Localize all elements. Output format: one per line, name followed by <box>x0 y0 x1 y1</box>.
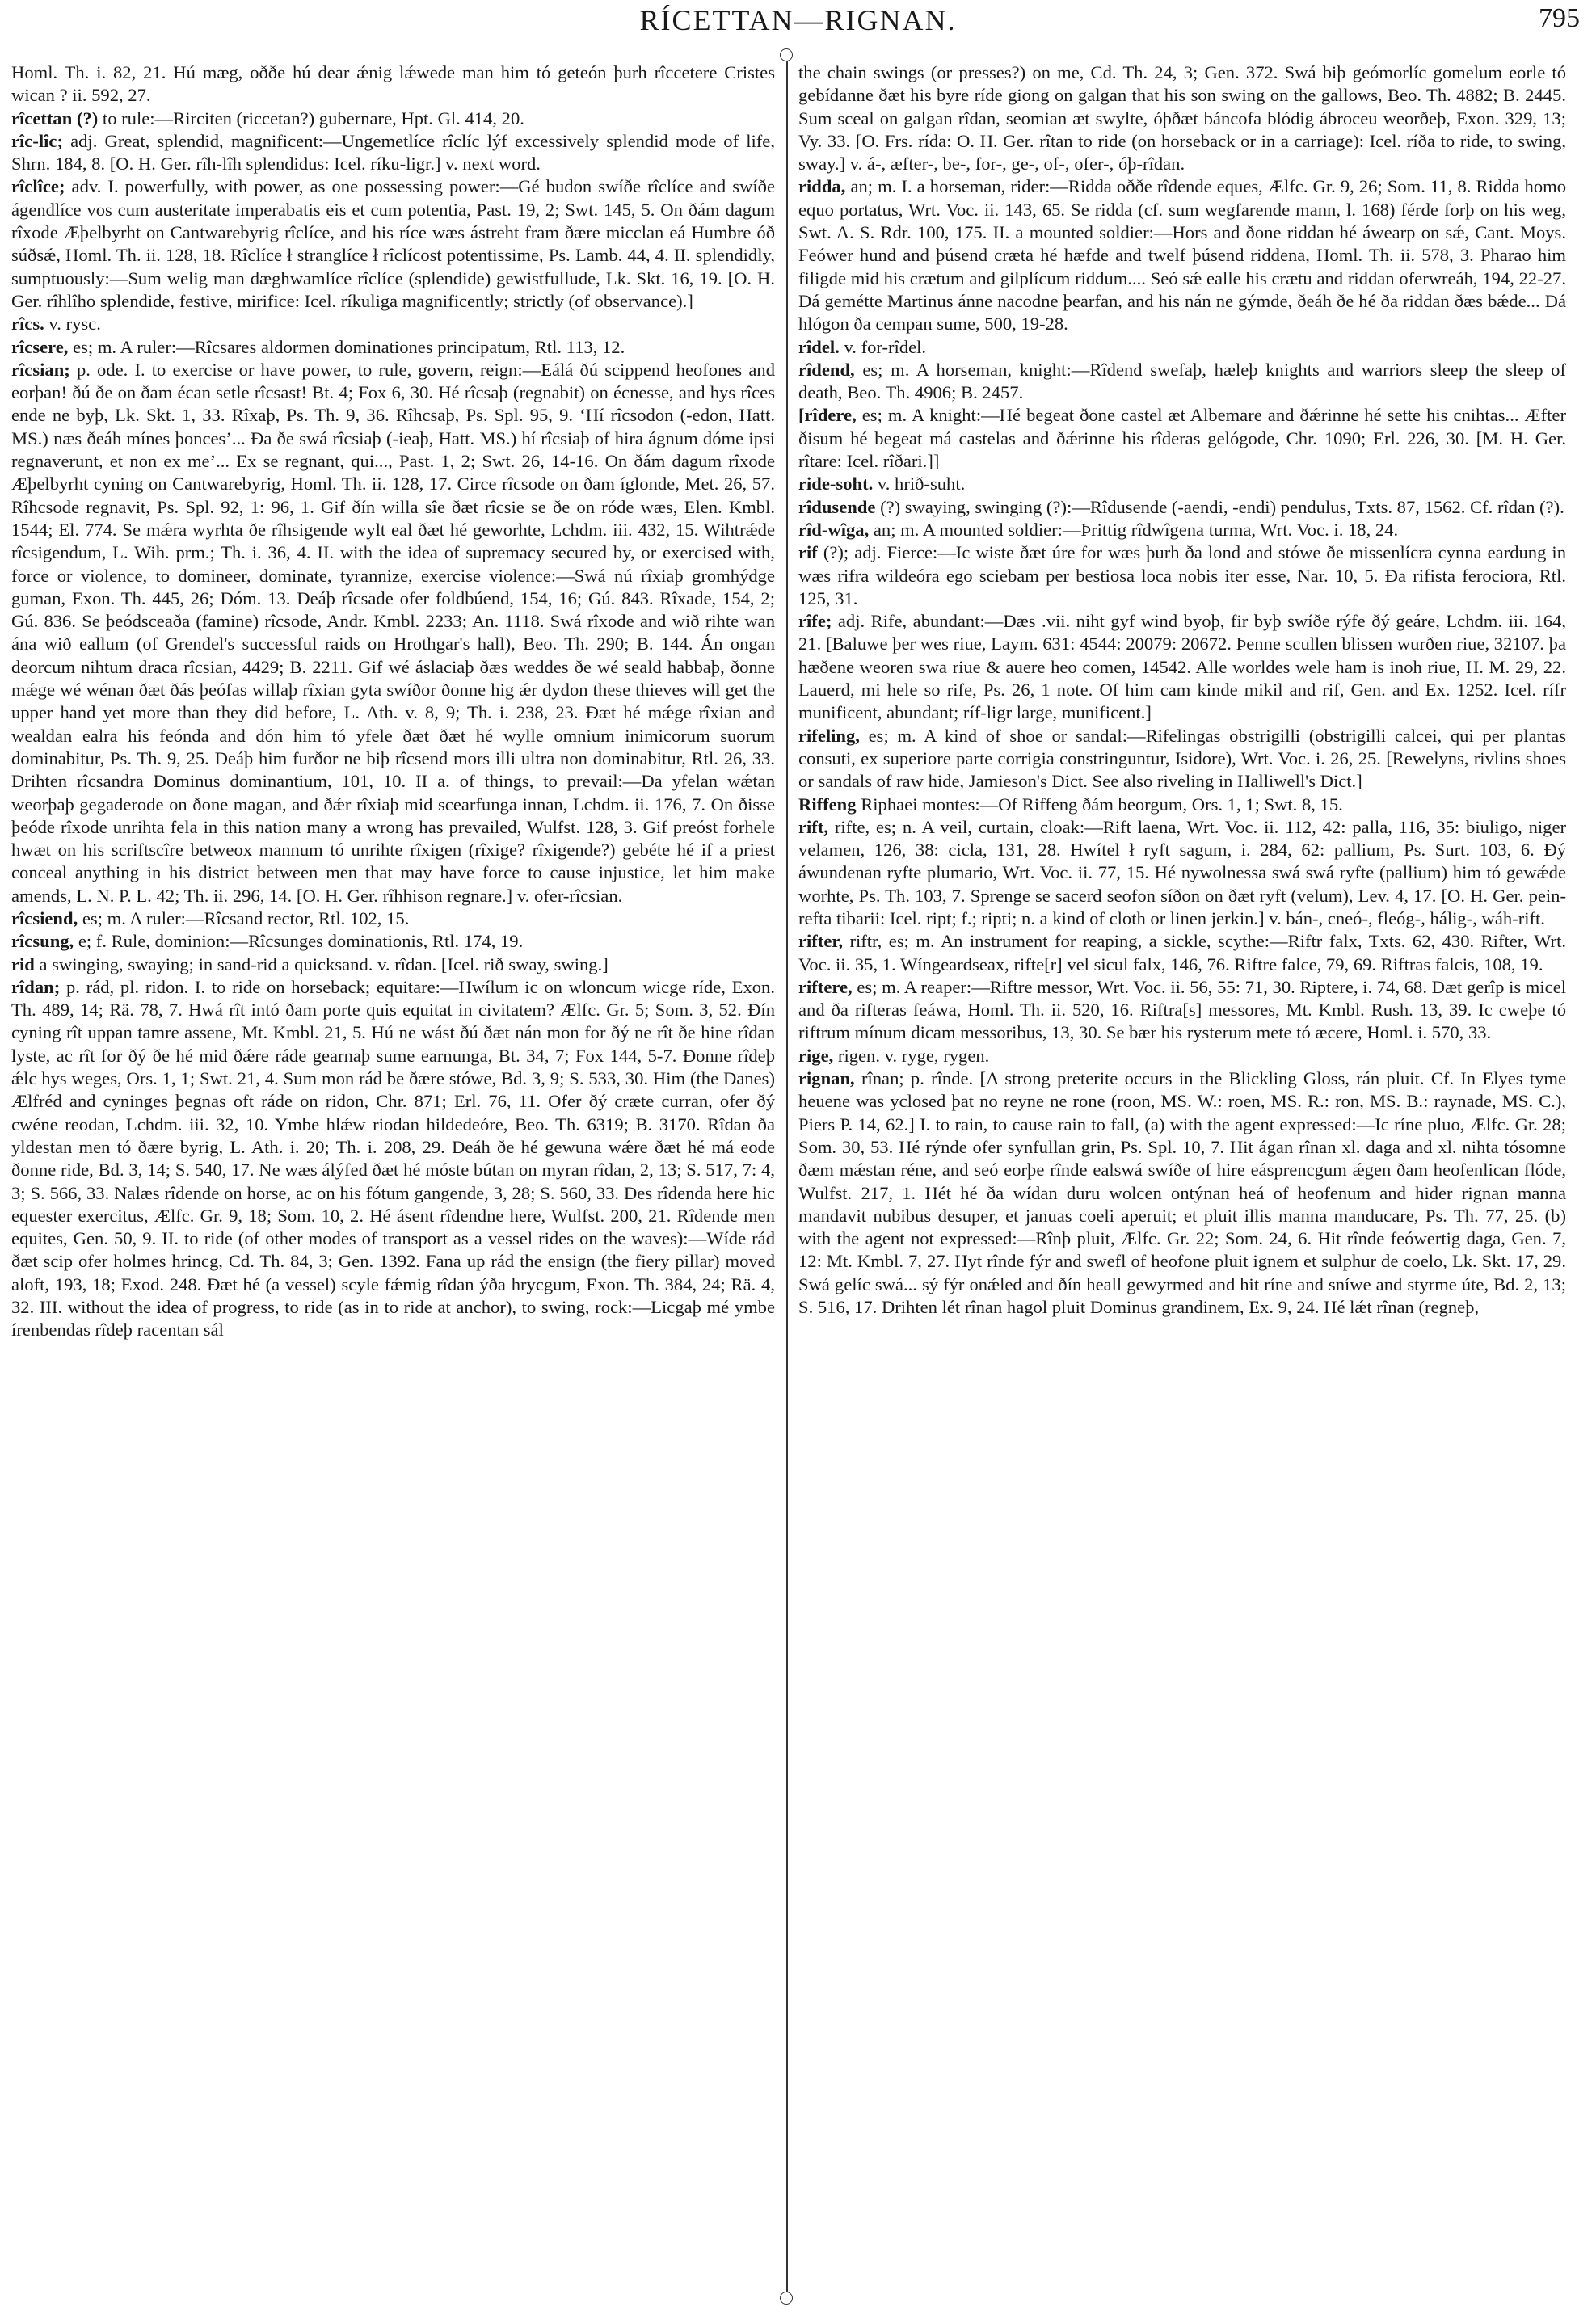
dictionary-entry <box>11 976 775 1342</box>
entry-definition: (?); adj. Fierce:—Ic wiste ðæt úre for wæs þurh ða lond and stówe ðe missenlícra cynna eardung in wæs rifra wildeóra ego sciebam per bestiosa loca nobis iter esse, Nar. 10, 5. Ða rifista ferociora, Rtl. 125, 31. <box>798 542 1566 608</box>
dictionary-entry <box>798 816 1566 930</box>
dictionary-entry <box>11 359 775 907</box>
headword: rîcettan (?) <box>11 107 99 128</box>
entry-definition: riftr, es; m. An instrument for reaping, a sickle, scythe:—Riftr falx, Txts. 62, 430. Rifter, Wrt. Voc. ii. 35, 1. Wíngeardseax, rifte[r] vel sicul falx, 146, 76. Riftre falce, 79, 69. Riftras falcis, 108, 19. <box>798 931 1566 974</box>
entry-definition: an; m. A mounted soldier:—Þrittig rîdwîgena turma, Wrt. Voc. i. 18, 24. <box>869 519 1399 540</box>
dictionary-entry <box>11 313 775 335</box>
entry-definition: Homl. Th. i. 82, 21. Hú mæg, oððe hú dear ǽnig lǽwede man him tó geteón þurh rîccetere Cristes wican ? ii. 592, 27. <box>11 62 775 106</box>
entry-definition: v. for-rîdel. <box>839 336 927 357</box>
headword: rif <box>798 542 818 563</box>
headword: rîdend, <box>798 359 855 380</box>
dictionary-entry <box>798 404 1566 473</box>
dictionary-entry <box>11 175 775 313</box>
dictionary-entry <box>798 541 1566 610</box>
entry-definition: es; m. A ruler:—Rîcsares aldormen dominationes principatum, Rtl. 113, 12. <box>68 336 625 357</box>
left-column <box>11 61 775 2304</box>
dictionary-entry <box>798 1067 1566 1319</box>
dictionary-entry <box>798 336 1566 359</box>
page-header <box>0 0 1596 40</box>
headword: rignan, <box>798 1068 855 1089</box>
dictionary-entry <box>798 793 1566 816</box>
headword: rîcsian; <box>11 359 70 380</box>
entry-definition: adj. Great, splendid, magnificent:—Ungemetlíce rîclíc lýf excessively splendid mode of life, Shrn. 184, 8. [O. H. Ger. rîh-lîh splendidus: Icel. ríku-ligr.] v. next word. <box>11 130 775 175</box>
page-number: 795 <box>1539 3 1580 33</box>
dictionary-entry <box>11 107 775 130</box>
entry-definition: es; m. A knight:—Hé begeat ðone castel æt Albemare and ðǽrinne hé sette his cnihtas... Æfter ðisum hé begeat má castelas and ðǽrinne his rîderas gelógode, Chr. 1090; Erl. 226, 30. [M. H. Ger. rîtare: Icel. rîðari.]] <box>798 405 1566 472</box>
headword: rîcs. <box>11 314 44 335</box>
entry-definition: (?) swaying, swinging (?):—Rîdusende (-aendi, -endi) pendulus, Txts. 87, 1562. Cf. rîdan (?). <box>875 496 1564 517</box>
entry-definition: adj. Rife, abundant:—Ðæs .vii. niht gyf wind byoþ, fir byþ swíðe rýfe ðý geáre, Lchdm. iii. 164, 21. [Baluwe þer wes riue, Laym. 631: 4544: 20079: 20672. Þenne scullen blissen wurðen riue, 32107. þa hæðene weoren swa riue & auere heo comen, 14542. Alle worldes wele ham is inoh riue, H. M. 29, 22. Lauerd, mi hele so rife, Ps. 26, 1 note. Of him cam kinde mikil and rif, Gen. and Ex. 1252. Icel. rífr munificent, abundant; ríf-ligr large, munificent.] <box>798 611 1566 723</box>
headword: rîdel. <box>798 336 840 357</box>
headword: rift, <box>798 816 829 837</box>
entry-definition: the chain swings (or presses?) on me, Cd. Th. 24, 3; Gen. 372. Swá biþ geómorlíc gomelum eorle tó gebídanne ðæt his byre ríde giong on galgan that his son swing on the gallows, Beo. Th. 4882; B. 2445. Sum sceal on galgan rîdan, seomian æt swylte, óþðæt báncofa blódig ábroceu weorðeþ, Exon. 329, 13; Vy. 33. [O. Frs. rída: O. H. Ger. rîtan to ride (on horseback or in a carriage): Icel. ríða to ride, to swing, sway.] v. á-, æfter-, be-, for-, ge-, of-, ofer-, óþ-rîdan. <box>798 62 1566 175</box>
headword: rige, <box>798 1045 834 1066</box>
column-divider <box>786 57 788 2303</box>
entry-definition: es; m. A horseman, knight:—Rîdend swefaþ, hæleþ knights and warriors sleep the sleep of death, Beo. Th. 4906; B. 2457. <box>798 359 1566 403</box>
entry-definition: es; m. A ruler:—Rîcsand rector, Rtl. 102, 15. <box>78 907 410 928</box>
dictionary-entry <box>11 130 775 176</box>
dictionary-entry <box>798 473 1566 495</box>
headword: ride-soht. <box>798 474 874 495</box>
entry-definition: adv. I. powerfully, with power, as one possessing power:—Gé budon swíðe rîclíce and swíðe ágendlíce vos cum austeritate imperabatis eis et cum potentia, Past. 19, 2; Swt. 145, 5. On ðám dagum rîxode Æþelbyrht on Cantwarebyrig rîclíce, and his ríce wæs ástreht fram ðære micclan eá Humbre óð súðsǽ, Homl. Th. ii. 128, 18. Rîclíce ł stranglíce ł rîclícost potentissime, Ps. Lamb. 44, 4. II. splendidly, sumptuously:—Sum welig man dæghwamlíce rîclíce (splendide) gewistfullude, Lk. Skt. 16, 19. [O. H. Ger. rîhlîho splendide, festive, mirifice: Icel. ríkuliga magnificently; strictly (of observance).] <box>11 176 775 311</box>
dictionary-entry <box>798 976 1566 1045</box>
entry-definition: e; f. Rule, dominion:—Rîcsunges dominationis, Rtl. 174, 19. <box>74 931 524 952</box>
dictionary-entry <box>798 61 1566 175</box>
dictionary-entry <box>11 336 775 359</box>
dictionary-entry <box>11 907 775 930</box>
headword: rîdusende <box>798 496 876 517</box>
divider-ornament-bottom <box>780 2292 793 2305</box>
headword: rîcsung, <box>11 931 74 952</box>
entry-definition: p. ode. I. to exercise or have power, to rule, govern, reign:—Eálá ðú scippend heofones and eorþan! ðú ðe on ðam écan setle rîcsast! Bt. 4; Fox 6, 30. Hé rîcsaþ (regnabit) on écnesse, and hys rîces ende ne byþ, Lk. Skt. 1, 33. Rîxaþ, Ps. Th. 9, 36. Rîhcsaþ, Ps. Spl. 95, 9. ‘Hí rîcsodon (-edon, Hatt. MS.) næs ðeáh mínes þonces’... Ða ðe swá rîcsiaþ (-ieaþ, Hatt. MS.) hí rîcsiaþ of hira ágnum dóme ipsi regnaverunt, et non ex me’... Ex se regnant, qui..., Past. 1, 2; Swt. 26, 14-16. On ðám dagum rîxode Æþelbyrht cyning on Cantwarebyrig, Homl. Th. ii. 128, 17. Circe rîcsode on ðam íglonde, Met. 26, 57. Rîhcsode regnavit, Ps. Spl. 92, 1: 96, 1. Gif ðín willa sîe ðæt rîcsie se ðe on róde wæs, Elen. Kmbl. 1544; El. 774. Se mǽra wyrhta ðe rîhsigende wylt eal ðæt hé geworhte, Lchdm. iii. 432, 15. Wihtrǽde rîcsigendum, L. Wih. prm.; Th. i. 36, 4. II. with the idea of supremacy secured by, or exercised with, force or violence, to domineer, dominate, tyrannize, exercise violence:—Swá nú rîxiaþ gromhýdge guman, Exon. Th. 445, 26; Dóm. 13. Deáþ rîcsade ofer foldbúend, 154, 16; Gú. 843. Rîxade, 154, 2; Gú. 836. Se þeódsceaða (famine) rîcsode, Andr. Kmbl. 2233; An. 1118. Swá rîxode and wið rihte wan ána wið eallum (of Grendel's successful raids on Hrothgar's hall), Beo. Th. 290; B. 144. Án ongan deorcum nihtum draca rîcsian, 4429; B. 2211. Gif wé áslaciaþ ðæs weddes ðe wé seald habbaþ, ðonne mǽge wé wénan ðæt ðás þeófas willaþ rîxian gyta swíðor ðonne hig ǽr dydon these thieves will get the upper hand yet more than they did before, L. Ath. v. 8, 9; Th. i. 238, 23. Ðæt hé mǽge rîxian and wealdan ealra his feónda and dón him tó yfele ðæt ðæt hé wylle omnium inimicorum suorum dominabitur, Ps. Th. 9, 25. Deáþ him furðor ne biþ rîcsend mors illi ultra non dominabitur, Rtl. 26, 33. Drihten rîcsandra Dominus dominantium, 101, 10. II a. of things, to prevail:—Ða yfelan wǽtan weorþaþ gegaderode on ðone magan, and ðǽr rîxiaþ mid scearfunga innan, Lchdm. ii. 176, 7. On ðisse þeóde rîxode unrihta fela in this nation many a wrong has prevailed, Wulfst. 128, 3. Gif preóst forhele hwæt on his scriftscîre betweox mannum tó unrihte rîxigen (rîxige? rîxigende?) gebéte hé if a priest conceal anything in his district between men that may have force to cause injustice, let him make amends, L. N. P. L. 42; Th. ii. 296, 14. [O. H. Ger. rîhhison regnare.] v. ofer-rîcsian. <box>11 359 775 906</box>
entry-definition: es; m. A kind of shoe or sandal:—Rifelingas obstrigilli (obstrigilli calcei, qui per plantas consuti, ex superiore parte corrigia constringuntur, Isidore), Wrt. Voc. i. 26, 25. [Rewelyns, rivlins shoes or sandals of raw hide, Jamieson's Dict. See also riveling in Halliwell's Dict.] <box>798 725 1566 792</box>
headword: Riffeng <box>798 793 857 815</box>
dictionary-entry <box>798 610 1566 724</box>
entry-definition: rînan; p. rînde. [A strong preterite occurs in the Blickling Gloss, rán pluit. Cf. In Elyes tyme heuene was yclosed þat no reyne ne rone (roon, MS. W.: roen, MS. R.: ron, MS. B.: raynade, MS. C.), Piers P. 14, 62.] I. to rain, to cause rain to fall, (a) with the agent expressed:—Ic ríne pluo, Ælfc. Gr. 28; Som. 30, 53. Hé rýnde ofer synfullan grin, Ps. Spl. 10, 7. Hit ágan rînan xl. daga and xl. nihta tósomne ðæm mǽstan réne, and seó eorþe rînde ealswá swíðe of hire eásprencgum ǽgen ðam heofenlican flóde, Wulfst. 217, 1. Hét hé ða wídan duru wolcen ontýnan heá of heofenum and hider rignan manna mandavit nubibus desuper, et januas coeli aperuit; et pluit illis manna manducare, Ps. Th. 77, 25. (b) with the agent not expressed:—Rînþ pluit, Ælfc. Gr. 22; Som. 24, 6. Hit rînde feówertig daga, Gen. 7, 12: Mt. Kmbl. 7, 27. Hyt rînde fýr and swefl of heofone pluit ignem et sulphur de coelo, Lk. Skt. 17, 29. Swá gelíc swá... sý fýr onǽled and ðín heall gewyrmed and hit ríne and sníwe and styrme úte, Bd. 2, 13; S. 516, 17. Drihten lét rînan hagol pluit Dominus grandinem, Ex. 9, 24. Hé lǽt rînan (regneþ, <box>798 1068 1566 1318</box>
entry-definition: es; m. A reaper:—Riftre messor, Wrt. Voc. ii. 56, 55: 71, 30. Riptere, i. 74, 68. Ðæt gerîp is micel and ða rifteras feáwa, Homl. Th. ii. 520, 16. Riftra[s] messores, Mt. Kmbl. Rush. 13, 39. Ic cweþe tó riftrum mínum dicam messoribus, 13, 30. Se bær his rysterum mete tó æcere, Homl. i. 570, 33. <box>798 976 1566 1043</box>
dictionary-entry <box>798 930 1566 976</box>
dictionary-entry <box>11 953 775 976</box>
entry-definition: Riphaei montes:—Of Riffeng ðám beorgum, Ors. 1, 1; Swt. 8, 15. <box>856 793 1343 815</box>
dictionary-entry <box>798 175 1566 335</box>
headword: rifter, <box>798 931 843 952</box>
headword: rîcsere, <box>11 336 69 357</box>
entry-definition: rifte, es; n. A veil, curtain, cloak:—Rift laena, Wrt. Voc. ii. 112, 42: palla, 116, 35: biuligo, niger velamen, 126, 38: cicla, 131, 28. Hwítel ł ryft sagum, i. 284, 62: pallium, Ps. Surt. 103, 6. Ðý áwundenan ryfte plumario, Wrt. Voc. ii. 77, 15. Hé nywolnessa swá swá ryfte (pallium) him tó gewǽde worhte, Ps. Th. 103, 7. Sprenge se sacerd seofon síðon on ðæt ryft (velum), Lev. 4, 17. [O. H. Ger. pein-refta tibarii: Icel. ript; f.; ripti; n. a kind of cloth or linen jerkin.] v. bán-, cneó-, fleóg-, hálig-, wáh-rift. <box>798 816 1566 928</box>
headword: [rîdere, <box>798 405 857 426</box>
entry-definition: rigen. v. ryge, rygen. <box>833 1045 990 1066</box>
dictionary-entry <box>798 496 1566 519</box>
headword: rîc-lîc; <box>11 130 63 151</box>
entry-definition: v. rysc. <box>44 314 101 335</box>
divider-ornament-top <box>780 48 793 61</box>
entry-definition: v. hrið-suht. <box>873 474 966 495</box>
dictionary-entry <box>798 519 1566 541</box>
entry-definition: a swinging, swaying; in sand-rid a quicksand. v. rîdan. [Icel. rið sway, swing.] <box>34 953 609 974</box>
dictionary-entry <box>11 61 775 107</box>
running-head: RÍCETTAN—RIGNAN. <box>639 4 957 36</box>
headword: rîdan; <box>11 976 61 997</box>
entry-definition: p. rád, pl. ridon. I. to ride on horseback; equitare:—Hwílum ic on wloncum wicge ríde, Exon. Th. 489, 14; Rä. 78, 7. Hwá rît intó ðam porte quis equitat in civitatem? Ælfc. Gr. 5; Som. 3, 52. Ðín cyning rît uppan tamre assene, Mt. Kmbl. 21, 5. Hú ne wást ðú ðæt nán mon for ðý ne rît ðe hine rîdan lyste, ac rît for ðý ðe hé mid ðǽre ráde gearnaþ sume earnunga, Bt. 34, 7; Fox 144, 5-7. Ðonne rîdeþ ǽlc hys weges, Ors. 1, 1; Swt. 21, 4. Sum mon rád be ðære stówe, Bd. 3, 9; S. 533, 30. Him (the Danes) Ælfréd and cyninges þegnas oft ráde on ridon, Chr. 871; Erl. 76, 11. Ofer ðý cræte curran, ofer ðý cwéne reodan, Lchdm. iii. 32, 10. Ymbe hlǽw riodan hildedeóre, Beo. Th. 6319; B. 3170. Rîdan ða yldestan men tó ðære byrig, L. Ath. i. 20; Th. i. 208, 29. Ðeáh ðe hé gewuna wǽre ðæt hé má eode ðonne ride, Bd. 3, 14; S. 540, 17. Ne wæs álýfed ðæt hé móste bútan on myran rîdan, 2, 13; S. 517, 7: 4, 3; S. 566, 33. Nalæs rîdende on horse, ac on his fótum gangende, 3, 28; S. 560, 33. Ðes rîdenda here hic equester exercitus, Ælfc. Gr. 9, 18; Som. 10, 2. Hé ásent rîdendne here, Wulfst. 200, 21. Rîdende men equites, Gen. 50, 9. II. to ride (of other modes of transport as a vessel rides on the waves):—Wíde rád ðæt scip ofer holmes hrincg, Cd. Th. 84, 3; Gen. 1392. Fana up rád the ensign (the fiery pillar) moved aloft, 193, 18; Exod. 248. Ðæt hé (a vessel) scyle fǽmig rîdan ýða hrycgum, Exon. Th. 384, 24; Rä. 4, 32. III. without the idea of progress, to ride (as in to ride at anchor), to swing, rock:—Licgaþ mé ymbe írenbendas rîdeþ racentan sál <box>11 976 775 1341</box>
headword: riftere, <box>798 976 853 997</box>
dictionary-entry <box>798 1045 1566 1067</box>
headword: rîcsiend, <box>11 907 78 928</box>
headword: rîfe; <box>798 611 832 632</box>
dictionary-entry <box>798 359 1566 405</box>
headword: ridda, <box>798 176 846 197</box>
headword: rîd-wîga, <box>798 519 870 540</box>
entry-definition: an; m. I. a horseman, rider:—Ridda oððe rîdende eques, Ælfc. Gr. 9, 26; Som. 11, 8. Ridda homo equo portatus, Wrt. Voc. ii. 143, 65. Se ridda (cf. sum wegfarende mann, l. 168) férde forþ on his weg, Swt. A. S. Rdr. 100, 175. II. a mounted soldier:—Hors and ðone riddan hé áwearp on sǽ, Cant. Moys. Feówer hund and þúsend cræta hé hæfde and twelf þúsend riddena, Homl. Th. ii. 578, 3. Pharao him filigde mid his crætum and gilplícum riddum.... Seó sǽ ealle his crætu and riddan oferwreáh, 194, 22-27. Ðá gemétte Martinus ánne nacodne þearfan, and his nán ne gýmde, ðeáh ðe hé ða riddan ðæs bǽde... Ðá hlógon ða cempan sume, 500, 19-28. <box>798 176 1566 335</box>
headword: rîclîce; <box>11 176 65 197</box>
dictionary-entry <box>11 930 775 953</box>
headword: rifeling, <box>798 725 860 746</box>
right-column <box>798 61 1566 2304</box>
dictionary-entry <box>798 725 1566 793</box>
entry-definition: to rule:—Rirciten (riccetan?) gubernare, Hpt. Gl. 414, 20. <box>98 107 524 128</box>
headword: rid <box>11 953 35 974</box>
